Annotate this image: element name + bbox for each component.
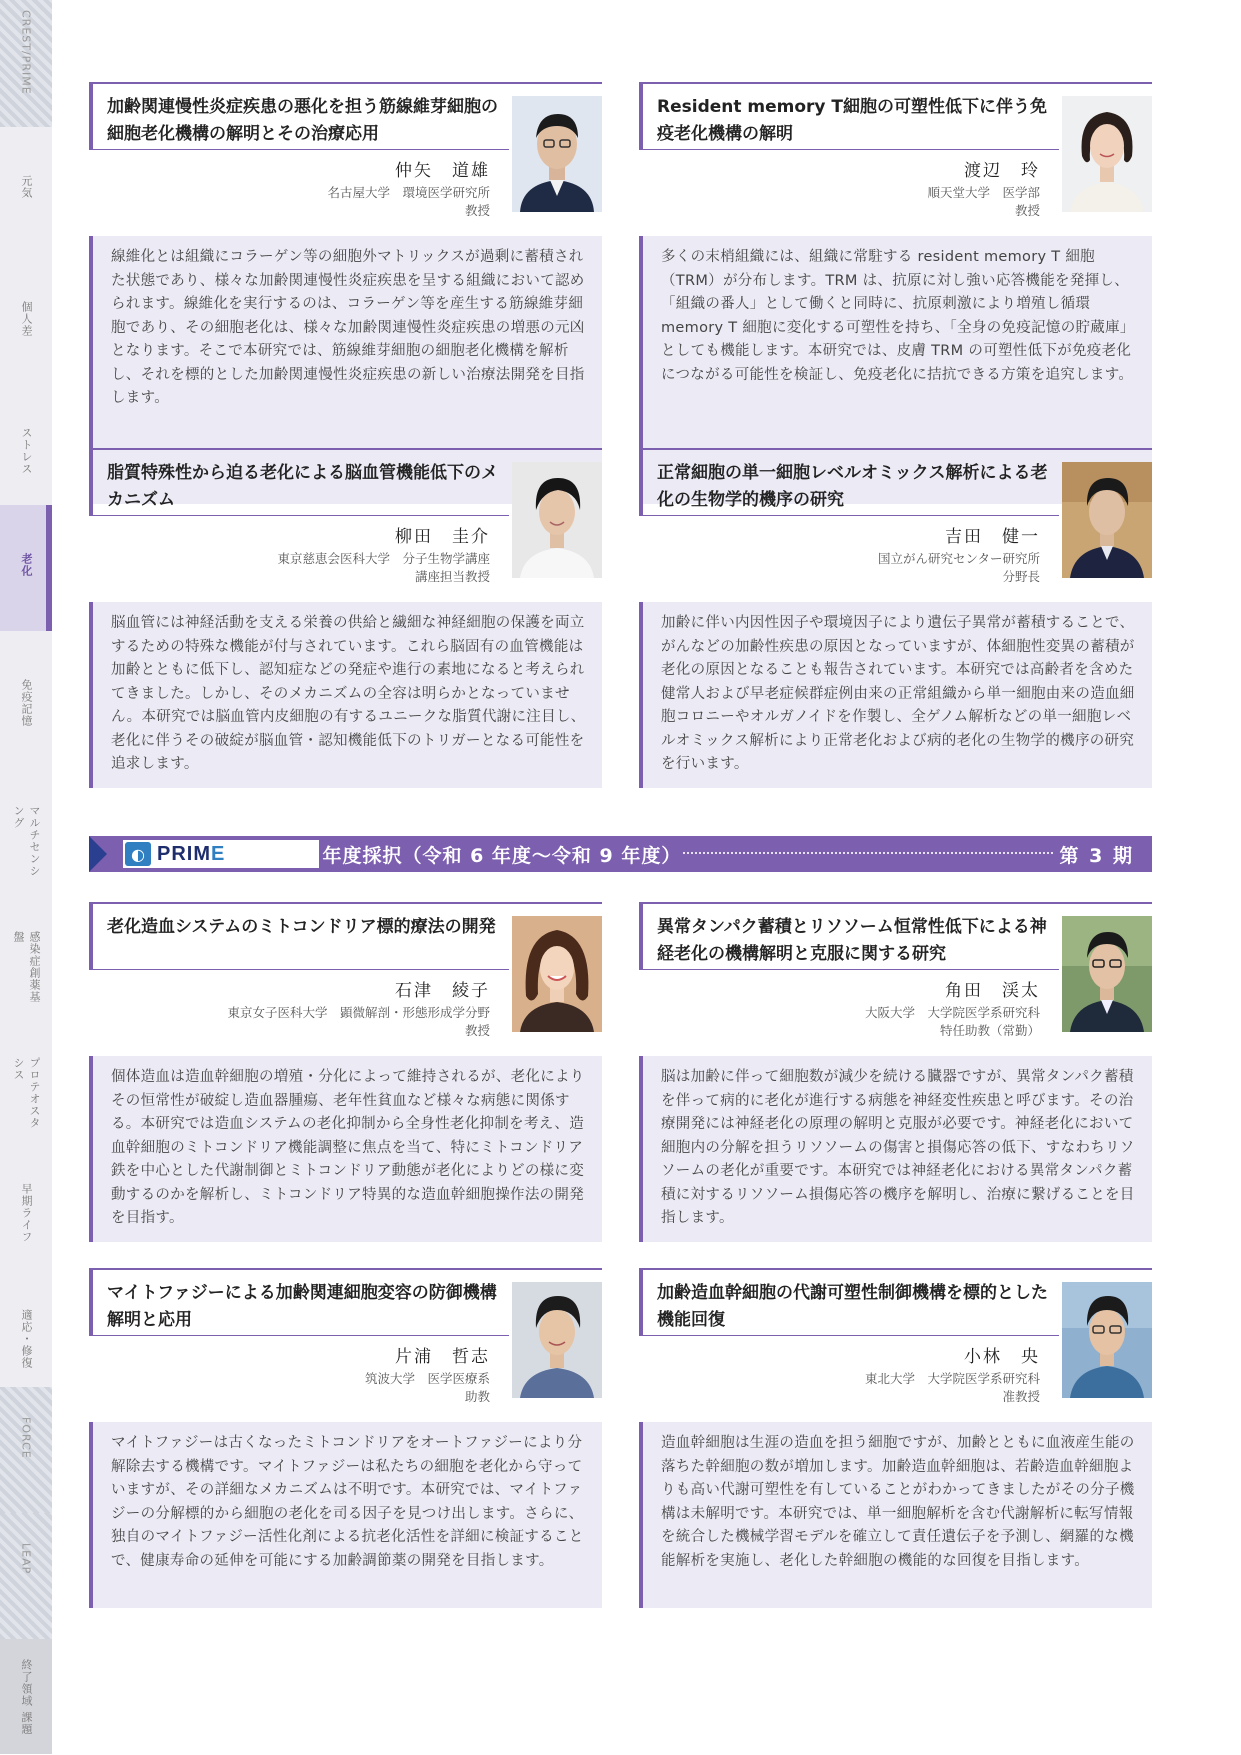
- project-card: [639, 902, 1152, 1242]
- project-description: 脳は加齢に伴って細胞数が減少を続ける臓器ですが、異常タンパク蓄積を伴って病的に老化が進行する病態を神経変性疾患と呼びます。その治療開発には神経老化の原理の解明と克服が必要です。神経老化において細胞内の分解を担うリソソームの傷害と損傷応答の低下、すなわちリソソームの老化が重要です。本研究では神経老化における異常タンパク蓄積に対するリソソーム損傷応答の機序を解明し、治療に繋げることを目指します。: [639, 1056, 1152, 1242]
- side-tab-label: 終了領域 課題: [20, 1659, 33, 1736]
- project-title: マイトファジーによる加齢関連細胞変容の防御機構解明と応用: [89, 1270, 509, 1336]
- side-tab-label: FORCE: [19, 1417, 33, 1459]
- side-tab-shuuryou[interactable]: [0, 1639, 52, 1755]
- researcher-name: 吉田 健一: [945, 527, 1040, 547]
- side-tab-label: マルチセンシング: [12, 805, 41, 877]
- project-title: 正常細胞の単一細胞レベルオミックス解析による老化の生物学的機序の研究: [639, 450, 1059, 516]
- card-header: [89, 902, 602, 1056]
- researcher-photo: [512, 462, 602, 578]
- researcher-name: 片浦 哲志: [395, 1347, 490, 1367]
- position-text: 講座担当教授: [414, 569, 490, 584]
- project-title: 加齢造血幹細胞の代謝可塑性制御機構を標的とした機能回復: [639, 1270, 1059, 1336]
- position-text: 分野長: [1002, 569, 1040, 584]
- side-tab-label: プロテオスタシス: [12, 1057, 41, 1129]
- researcher-name: 石津 綾子: [395, 981, 490, 1001]
- side-tab-stress[interactable]: [0, 379, 52, 506]
- position-text: 教授: [1014, 203, 1040, 218]
- card-header: [639, 1268, 1152, 1422]
- project-card: [89, 1268, 602, 1608]
- side-tab-genki[interactable]: [0, 127, 52, 254]
- side-tab-leap[interactable]: [0, 1513, 52, 1640]
- side-tab-multisensing[interactable]: [0, 757, 52, 884]
- prime-logo-text: [157, 843, 225, 866]
- position-text: 教授: [464, 203, 490, 218]
- project-title: 脂質特殊性から迫る老化による脳血管機能低下のメカニズム: [89, 450, 509, 516]
- researcher-photo: [1062, 96, 1152, 212]
- card-header: [89, 82, 602, 236]
- affiliation-text: 大阪大学 大学院医学系研究科: [864, 1005, 1040, 1020]
- project-description: 線維化とは組織にコラーゲン等の細胞外マトリックスが過剰に蓄積された状態であり、様々な加齢関連慢性炎症疾患を呈する組織において認められます。線維化を実行するのは、コラーゲン等を産生する筋線維芽細胞であり、その細胞老化は、様々な加齢関連慢性炎症疾患の増悪の元凶となります。そこで本研究では、筋線維芽細胞の細胞老化機構を解析し、それを標的とした加齢関連慢性炎症疾患の新しい治療法開発を目指します。: [89, 236, 602, 504]
- researcher-name: 柳田 圭介: [395, 527, 490, 547]
- position-text: 助教: [464, 1389, 490, 1404]
- researcher-affiliation: [865, 1004, 1040, 1040]
- side-tab-label: CREST/PRIME: [19, 10, 33, 95]
- project-title: 異常タンパク蓄積とリソソーム恒常性低下による神経老化の機構解明と克服に関する研究: [639, 904, 1059, 970]
- side-tab-crest-prime[interactable]: [0, 0, 52, 128]
- project-description: 造血幹細胞は生涯の造血を担う細胞ですが、加齢とともに血液産生能の落ちた幹細胞の数が増加します。加齢造血幹細胞は、若齢造血幹細胞よりも高い代謝可塑性を有していることがわかってきましたがその分子機構は未解明です。本研究では、単一細胞解析を含む代謝解析に転写情報を統合した機械学習モデルを確立して責任遺伝子を予測し、網羅的な機能解析を実施し、老化した幹細胞の機能的な回復を目指します。: [639, 1422, 1152, 1608]
- researcher-name: 仲矢 道雄: [395, 161, 490, 181]
- researcher-photo: [512, 916, 602, 1032]
- researcher-affiliation: [878, 550, 1040, 586]
- project-title: Resident memory T細胞の可塑性低下に伴う免疫老化機構の解明: [639, 84, 1059, 150]
- researcher-name: 小林 央: [964, 1347, 1040, 1367]
- researcher-affiliation: [327, 184, 490, 220]
- researcher-affiliation: [227, 1004, 490, 1040]
- card-header: [639, 82, 1152, 236]
- researcher-photo: [1062, 462, 1152, 578]
- side-tab-tekiou-shufuku[interactable]: [0, 1261, 52, 1388]
- project-description: 多くの末梢組織には、組織に常駐する resident memory T 細胞（TRM）が分布します。TRM は、抗原に対し強い応答機能を発揮し、「組織の番人」として働くと同時に、抗原刺激により増殖し循環 memory T 細胞に変化する可塑性を持ち、「全身の免疫記憶の貯蔵庫」としても機能します。本研究では、皮膚 TRM の可塑性低下が免疫老化につながる可能性を検証し、免疫老化に拮抗できる方策を追究します。: [639, 236, 1152, 504]
- project-card: [89, 902, 602, 1242]
- prime-logo-icon: ◐: [125, 842, 151, 866]
- side-tab-label: 元気: [20, 175, 33, 199]
- side-tab-force[interactable]: [0, 1387, 52, 1514]
- affiliation-text: 順天堂大学 医学部: [927, 185, 1040, 200]
- side-tab-rouka[interactable]: [0, 505, 52, 632]
- researcher-photo: [1062, 916, 1152, 1032]
- side-tab-label: LEAP: [19, 1543, 33, 1575]
- side-tab-label: 免疫記憶: [20, 679, 33, 727]
- side-tab-bar: [0, 0, 52, 1754]
- project-card: [639, 82, 1152, 504]
- card-header: [89, 1268, 602, 1422]
- project-description: マイトファジーは古くなったミトコンドリアをオートファジーにより分解除去する機構です。マイトファジーは私たちの細胞を老化から守っていますが、その詳細なメカニズムは不明です。本研究では、マイトファジーの分解標的から細胞の老化を司る因子を見つけ出します。さらに、独自のマイトファジー活性化剤による抗老化活性を詳細に検証することで、健康寿命の延伸を可能にする加齢調節薬の開発を目指します。: [89, 1422, 602, 1608]
- side-tab-kansensho[interactable]: [0, 883, 52, 1010]
- banner-dotted-leader: [683, 852, 1053, 854]
- researcher-affiliation: [365, 1370, 490, 1406]
- project-title: 老化造血システムのミトコンドリア標的療法の開発: [89, 904, 509, 970]
- affiliation-text: 名古屋大学 環境医学研究所: [327, 185, 490, 200]
- card-header: [639, 902, 1152, 1056]
- researcher-name: 角田 渓太: [945, 981, 1040, 1001]
- position-text: 教授: [464, 1023, 490, 1038]
- logo-text-main: PRIM: [157, 842, 211, 865]
- position-text: 特任助教（常勤）: [939, 1023, 1040, 1038]
- side-tab-meneki-kioku[interactable]: [0, 631, 52, 758]
- project-card: [89, 448, 602, 788]
- side-tab-label: 感染症創薬基盤: [12, 931, 41, 1003]
- project-description: 脳血管には神経活動を支える栄養の供給と繊細な神経細胞の保護を両立するための特殊な機能が付与されています。これら脳固有の血管機能は加齢とともに低下し、認知症などの発症や進行の素地になると考えられてきました。しかし、そのメカニズムの全容は明らかとなっていません。本研究では脳血管内皮細胞の有するユニークな脂質代謝に注目し、老化に伴うその破綻が脳血管・認知機能低下のトリガーとなる可能性を追求します。: [89, 602, 602, 788]
- affiliation-text: 東北大学 大学院医学系研究科: [864, 1371, 1040, 1386]
- side-tab-label: 早期ライフ: [20, 1183, 33, 1243]
- researcher-affiliation: [277, 550, 490, 586]
- project-card: [639, 1268, 1152, 1608]
- researcher-photo: [512, 96, 602, 212]
- affiliation-text: 筑波大学 医学医療系: [364, 1371, 490, 1386]
- side-tab-label: 個人差: [20, 301, 33, 337]
- position-text: 准教授: [1002, 1389, 1040, 1404]
- logo-text-e: E: [211, 842, 226, 865]
- affiliation-text: 国立がん研究センター研究所: [877, 551, 1040, 566]
- project-description: 個体造血は造血幹細胞の増殖・分化によって維持されるが、老化によりその恒常性が破綻し造血器腫瘍、老年性貧血など様々な病態に関係する。本研究では造血システムの老化抑制から全身性老化抑制を考え、造血幹細胞のミトコンドリア機能調整に焦点を当て、特にミトコンドリア鉄を中心とした代謝制御とミトコンドリア動態が老化によりどの様に変動するのかを解析し、ミトコンドリア特異的な造血幹細胞操作法の開発を目指す。: [89, 1056, 602, 1242]
- prime-section-banner: [89, 836, 1152, 872]
- project-card: [89, 82, 602, 504]
- card-header: [89, 448, 602, 602]
- banner-period: 第 3 期: [1059, 845, 1134, 867]
- card-header: [639, 448, 1152, 602]
- affiliation-text: 東京慈恵会医科大学 分子生物学講座: [277, 551, 490, 566]
- side-tab-souki-life[interactable]: [0, 1135, 52, 1262]
- researcher-photo: [1062, 1282, 1152, 1398]
- project-title: 加齢関連慢性炎症疾患の悪化を担う筋線維芽細胞の細胞老化機構の解明とその治療応用: [89, 84, 509, 150]
- side-tab-label: 老化: [20, 553, 33, 577]
- side-tab-label: ストレス: [20, 427, 33, 475]
- researcher-name: 渡辺 玲: [964, 161, 1040, 181]
- researcher-affiliation: [865, 1370, 1040, 1406]
- project-card: [639, 448, 1152, 788]
- researcher-affiliation: [927, 184, 1040, 220]
- banner-title: 令和 6 年度採択（令和 6 年度〜令和 9 年度）: [253, 845, 682, 867]
- banner-arrow-icon: [89, 836, 107, 872]
- project-description: 加齢に伴い内因性因子や環境因子により遺伝子異常が蓄積することで、がんなどの加齢性疾患の原因となっていますが、体細胞性変異の蓄積が老化の原因となることも報告されています。本研究では高齢者を含めた健常人および早老症候群症例由来の正常組織から単一細胞由来の造血細胞コロニーやオルガノイドを作製し、全ゲノム解析などの単一細胞レベルオミックス解析により正常老化および病的老化の生物学的機序の研究を行います。: [639, 602, 1152, 788]
- side-tab-label: 適応・修復: [20, 1309, 33, 1369]
- side-tab-proteostasis[interactable]: [0, 1009, 52, 1136]
- affiliation-text: 東京女子医科大学 顕微解剖・形態形成学分野: [227, 1005, 490, 1020]
- side-tab-kojinsa[interactable]: [0, 253, 52, 380]
- researcher-photo: [512, 1282, 602, 1398]
